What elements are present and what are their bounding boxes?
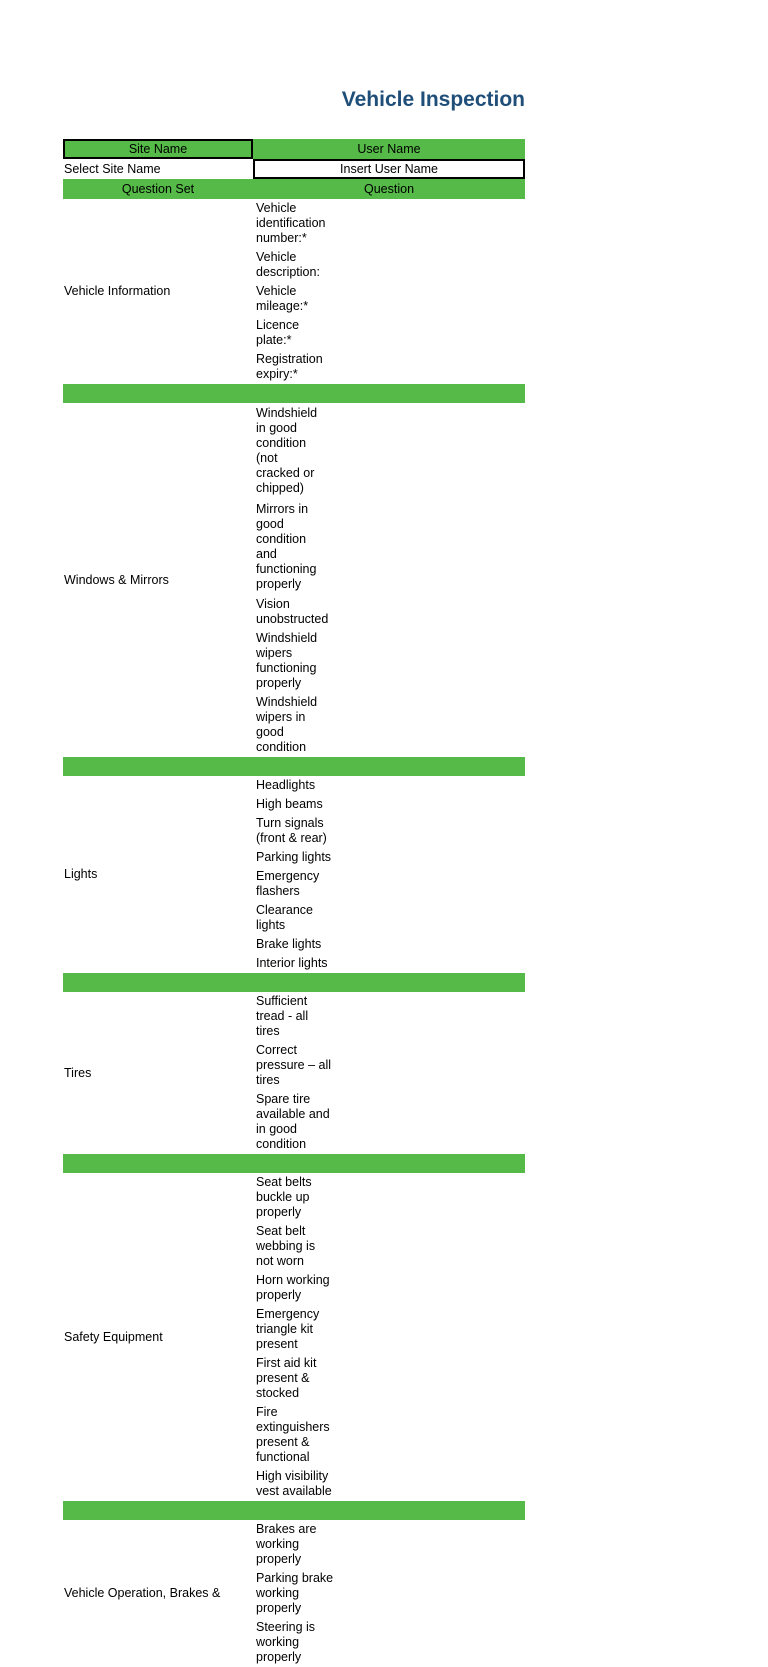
question-item[interactable]: Windshield wipers functioning properly xyxy=(256,631,318,690)
question-item[interactable]: Parking brake working properly xyxy=(256,1571,334,1615)
section-separator xyxy=(63,973,525,992)
question-set-header: Question Set xyxy=(63,179,253,199)
question-item[interactable]: First aid kit present & stocked xyxy=(256,1356,317,1400)
input-row xyxy=(63,159,525,179)
question-item[interactable]: Spare tire available and in good condition xyxy=(256,1092,330,1151)
header-row xyxy=(63,139,525,159)
question-item[interactable]: High beams xyxy=(256,797,323,811)
question-item[interactable]: Vehicle mileage:* xyxy=(256,284,309,313)
question-item[interactable]: Brake lights xyxy=(256,937,322,951)
question-item[interactable]: Headlights xyxy=(256,778,316,792)
question-item[interactable]: Registration expiry:* xyxy=(256,352,323,381)
question-item[interactable]: Horn working properly xyxy=(256,1273,330,1302)
question-list xyxy=(63,199,335,384)
question-section xyxy=(63,199,525,384)
question-item[interactable]: Steering is working properly xyxy=(256,1620,316,1664)
question-item[interactable]: Correct pressure – all tires xyxy=(256,1043,332,1087)
column-header-row xyxy=(63,179,525,199)
question-item[interactable]: Emergency triangle kit present xyxy=(256,1307,320,1351)
question-item[interactable]: Vehicle identification number:* xyxy=(256,201,326,245)
section-separator xyxy=(63,384,525,403)
question-section xyxy=(63,1520,525,1667)
question-item[interactable]: Licence plate:* xyxy=(256,318,300,347)
question-set-name: Windows & Mirrors xyxy=(64,572,169,587)
question-set-name: Safety Equipment xyxy=(64,1329,163,1344)
question-section xyxy=(63,992,525,1154)
question-item[interactable]: Emergency flashers xyxy=(256,869,320,898)
question-set-name: Vehicle Information xyxy=(64,284,171,298)
question-item[interactable]: Windshield in good condition (not cracked or chipped) xyxy=(256,406,318,495)
question-section xyxy=(63,1173,525,1501)
question-item[interactable]: Turn signals (front & rear) xyxy=(256,816,327,845)
question-list xyxy=(63,1173,335,1501)
question-item[interactable]: High visibility vest available xyxy=(256,1469,332,1498)
question-item[interactable]: Mirrors in good condition and functioning properly xyxy=(256,502,317,591)
question-item[interactable]: Interior lights xyxy=(256,956,328,970)
sections-container xyxy=(63,199,525,1667)
page-title: Vehicle Inspection xyxy=(341,88,525,111)
question-item[interactable]: Vehicle description: xyxy=(256,250,320,279)
question-section xyxy=(63,776,525,973)
question-item[interactable]: Windshield wipers in good condition xyxy=(256,695,318,754)
question-list xyxy=(63,992,335,1154)
question-item[interactable]: Seat belt webbing is not worn xyxy=(256,1224,316,1268)
question-item[interactable]: Brakes are working properly xyxy=(256,1522,317,1566)
question-item[interactable]: Vision unobstructed xyxy=(256,597,329,626)
question-item[interactable]: Clearance lights xyxy=(256,903,313,932)
question-set-name: Vehicle Operation, Brakes & xyxy=(64,1586,221,1600)
site-name-header[interactable]: Site Name xyxy=(63,139,253,159)
question-header: Question xyxy=(253,179,525,199)
section-separator xyxy=(63,1501,525,1520)
question-item[interactable]: Seat belts buckle up properly xyxy=(256,1175,312,1219)
section-separator xyxy=(63,1154,525,1173)
question-set-name: Lights xyxy=(64,867,98,881)
question-item[interactable]: Fire extinguishers present & functional xyxy=(256,1405,330,1464)
question-item[interactable]: Parking lights xyxy=(256,850,332,864)
user-name-header: User Name xyxy=(253,139,525,159)
question-section xyxy=(63,403,525,757)
question-set-name: Tires xyxy=(64,1065,92,1080)
user-name-input[interactable]: Insert User Name xyxy=(253,159,525,179)
question-item[interactable]: Sufficient tread - all tires xyxy=(256,994,309,1038)
inspection-sheet xyxy=(63,139,525,1667)
question-list xyxy=(63,776,335,973)
site-name-select[interactable]: Select Site Name xyxy=(64,162,161,176)
section-separator xyxy=(63,757,525,776)
question-list xyxy=(63,403,335,757)
question-list xyxy=(63,1520,335,1667)
